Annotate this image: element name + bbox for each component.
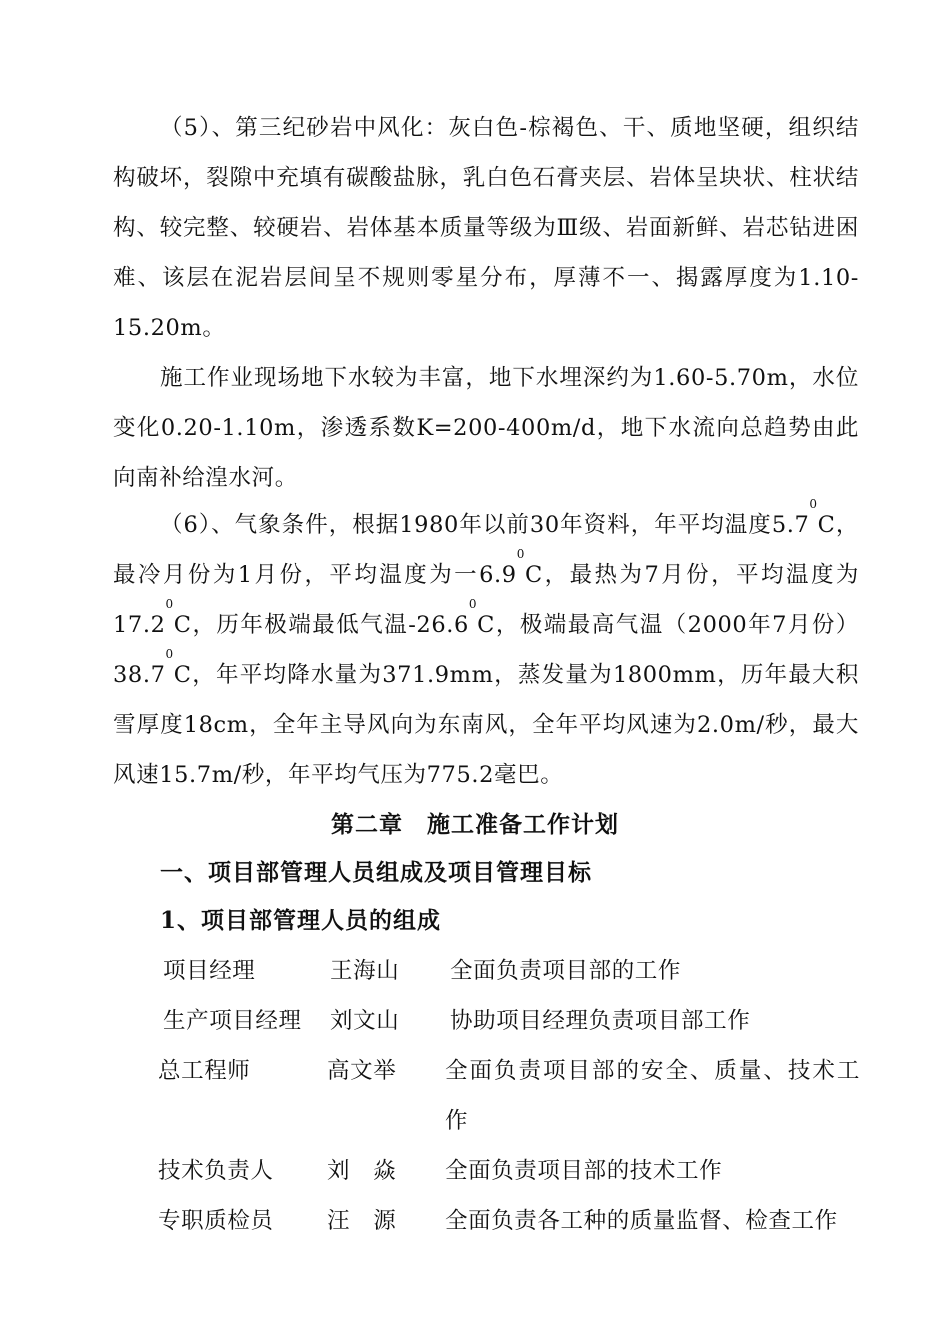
staff-role: 总工程师 [158, 1058, 251, 1084]
degree-mark: 0 [165, 647, 174, 661]
paragraph-sandstone: （5）、第三纪砂岩中风化：灰白色-棕褐色、干、质地坚硬，组织结构破坏，裂隙中充填有碳酸盐脉，乳白色石膏夹层、岩体呈块状、柱状结构、较完整、较硬岩、岩体基本质量等级为Ⅲ级、岩面新鲜、岩芯钻进困难、该层在泥岩层间呈不规则零星分布，厚薄不一、揭露厚度为1.10-15.20m。 [113, 115, 859, 341]
climate-text-6: C，年平均降水量为371.9mm，蒸发量为1800mm，历年最大积雪厚度18cm，全年主导风向为东南风，全年平均风速为2.0m/秒，最大风速15.7m/秒，年平均气压为775.2毫巴。 [113, 662, 859, 788]
staff-duty: 全面负责项目部的安全、质量、技术工作 [445, 1058, 860, 1134]
climate-text-1: （6）、气象条件，根据1980年以前30年资料，年平均温度5.7 [160, 512, 810, 538]
section-heading: 一、项目部管理人员组成及项目管理目标 [160, 859, 592, 886]
climate-text-4: C，历年极端最低气温-26.6 [173, 612, 469, 638]
subsection-heading: 1、项目部管理人员的组成 [160, 907, 442, 934]
staff-name: 汪 源 [327, 1208, 397, 1234]
degree-mark: 0 [468, 597, 478, 611]
staff-name: 刘文山 [330, 1008, 400, 1034]
staff-role: 项目经理 [163, 958, 256, 984]
climate-text-3: C，最热为7月份，平均温度为17.2 [113, 562, 859, 638]
staff-duty: 全面负责各工种的质量监督、检查工作 [445, 1208, 838, 1234]
staff-role: 生产项目经理 [163, 1008, 302, 1034]
paragraph-climate [113, 497, 860, 800]
staff-name: 王海山 [330, 958, 400, 984]
staff-role: 技术负责人 [158, 1158, 274, 1184]
staff-role: 专职质检员 [158, 1208, 274, 1234]
chapter-title: 第二章 施工准备工作计划 [331, 811, 619, 838]
climate-text-2: C，最冷月份为1月份，平均温度为一6.9 [113, 512, 859, 588]
staff-duty: 协助项目经理负责项目部工作 [450, 1008, 751, 1034]
staff-duty: 全面负责项目部的技术工作 [445, 1158, 723, 1184]
staff-duty: 全面负责项目部的工作 [450, 958, 682, 984]
degree-mark: 0 [165, 597, 174, 611]
staff-name: 高文举 [327, 1058, 397, 1084]
degree-mark: 0 [809, 497, 818, 511]
degree-mark: 0 [516, 547, 525, 561]
climate-text-5: C，极端最高气温（2000年7月份）38.7 [113, 612, 860, 688]
staff-name: 刘 焱 [327, 1158, 397, 1184]
paragraph-groundwater: 施工作业现场地下水较为丰富，地下水埋深约为1.60-5.70m，水位变化0.20-1.10m，渗透系数K=200-400m/d，地下水流向总趋势由此向南补给湟水河。 [113, 365, 859, 491]
